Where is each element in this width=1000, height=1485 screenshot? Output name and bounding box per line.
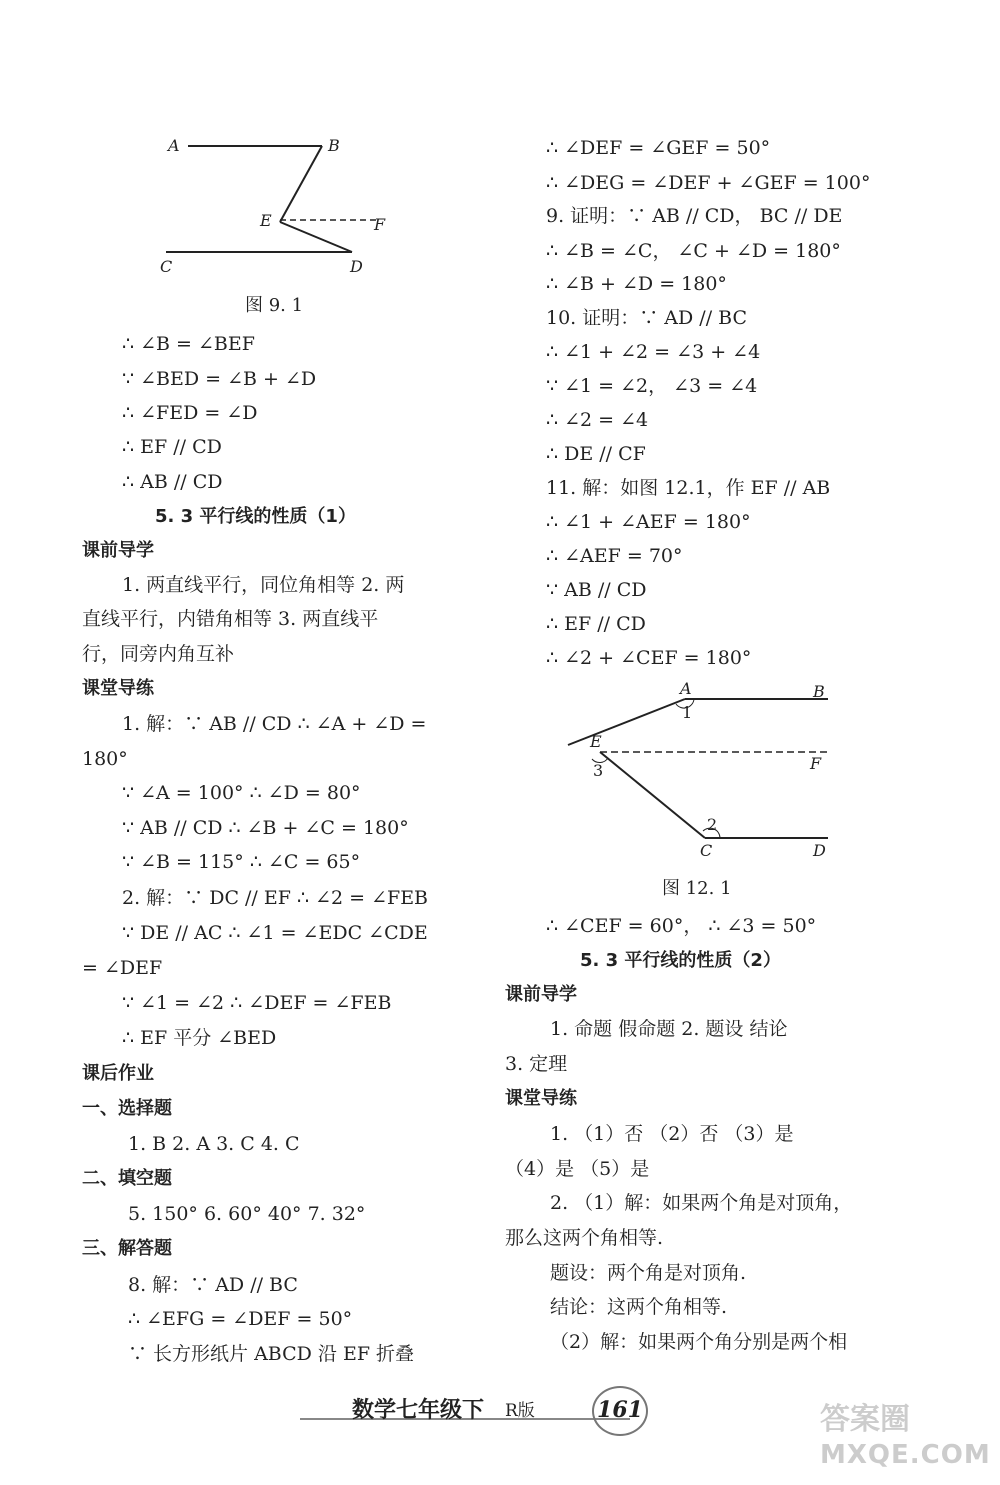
kqdx1-line-2: 直线平行，内错角相等 3. 两直线平 (82, 608, 379, 630)
right-line-14: ∵ AB // CD (546, 579, 647, 601)
kqdx2-line-1: 1. 命题 假命题 2. 题设 结论 (550, 1018, 788, 1040)
ktdl1-line-4: ∵ AB // CD ∴ ∠B + ∠C = 180° (122, 817, 409, 839)
ktdl1-line-10: ∴ EF 平分 ∠BED (122, 1027, 277, 1049)
heading-khzy: 课后作业 (82, 1063, 154, 1084)
ktdl1-line-6: 2. 解：∵ DC // EF ∴ ∠2 = ∠FEB (122, 887, 429, 909)
ktdl1-line-2: 180° (82, 748, 128, 770)
left-line-3: ∴ ∠FED = ∠D (122, 402, 258, 424)
heading-kqdx-1: 课前导学 (82, 540, 154, 561)
right-line-3: 9. 证明：∵ AB // CD， BC // DE (546, 205, 843, 227)
heading-ktdl-1: 课堂导练 (82, 678, 154, 699)
ktdl1-line-3: ∵ ∠A = 100° ∴ ∠D = 80° (122, 782, 361, 804)
kqdx2-line-2: 3. 定理 (505, 1053, 568, 1075)
label-D: D (350, 257, 363, 276)
right-line-11: 11. 解：如图 12.1，作 EF // AB (546, 477, 831, 499)
ktdl2-line-3: 2. （1）解：如果两个角是对顶角， (550, 1192, 853, 1214)
right-line-15: ∴ EF // CD (546, 613, 646, 635)
ktdl1-line-1: 1. 解：∵ AB // CD ∴ ∠A + ∠D = (122, 713, 427, 735)
ktdl2-line-2: （4）是 （5）是 (505, 1158, 650, 1180)
label-E: E (260, 211, 272, 230)
right-line-12: ∴ ∠1 + ∠AEF = 180° (546, 511, 751, 533)
footer-edition: R版 (505, 1401, 535, 1421)
right-line-16: ∴ ∠2 + ∠CEF = 180° (546, 647, 752, 669)
kqdx1-line-1: 1. 两直线平行，同位角相等 2. 两 (122, 574, 405, 596)
ktdl1-line-5: ∵ ∠B = 115° ∴ ∠C = 65° (122, 851, 361, 873)
jdt-line-1: 8. 解：∵ AD // BC (128, 1274, 298, 1296)
heading-tkt: 二、填空题 (82, 1168, 172, 1189)
right-line-2: ∴ ∠DEG = ∠DEF + ∠GEF = 100° (546, 172, 871, 194)
right-line-7: ∴ ∠1 + ∠2 = ∠3 + ∠4 (546, 341, 761, 363)
heading-ktdl-2: 课堂导练 (505, 1088, 577, 1109)
right-line-5: ∴ ∠B + ∠D = 180° (546, 273, 727, 295)
left-line-4: ∴ EF // CD (122, 436, 222, 458)
xzt-answers: 1. B 2. A 3. C 4. C (128, 1133, 300, 1155)
kqdx1-line-3: 行，同旁内角互补 (82, 643, 235, 665)
right-line-9: ∴ ∠2 = ∠4 (546, 409, 649, 431)
figure-12-1 (560, 675, 840, 865)
right-line-6: 10. 证明：∵ AD // BC (546, 307, 747, 329)
right-line-8: ∵ ∠1 = ∠2， ∠3 = ∠4 (546, 375, 758, 397)
ktdl1-line-9: ∵ ∠1 = ∠2 ∴ ∠DEF = ∠FEB (122, 992, 392, 1014)
page-number: 161 (592, 1386, 648, 1436)
left-line-5: ∴ AB // CD (122, 471, 223, 493)
label-2: 2 (707, 815, 718, 834)
fig91-caption: 图 9. 1 (245, 295, 304, 316)
ktdl2-line-1: 1. （1）否 （2）否 （3）是 (550, 1123, 794, 1145)
ktdl1-line-7: ∵ DE // AC ∴ ∠1 = ∠EDC ∠CDE (122, 922, 428, 944)
label-C: C (160, 257, 173, 276)
left-line-2: ∵ ∠BED = ∠B + ∠D (122, 368, 317, 390)
ktdl2-line-7: （2）解：如果两个角分别是两个相 (550, 1331, 848, 1353)
right-line-1: ∴ ∠DEF = ∠GEF = 50° (546, 137, 771, 159)
label-F: F (810, 754, 822, 773)
label-C: C (700, 841, 713, 860)
label-B: B (328, 136, 340, 155)
right-line-4: ∴ ∠B = ∠C， ∠C + ∠D = 180° (546, 240, 841, 262)
section-title-1: 5. 3 平行线的性质（1） (155, 506, 356, 527)
heading-jdt: 三、解答题 (82, 1238, 172, 1259)
label-B: B (813, 682, 825, 701)
label-D: D (813, 841, 826, 860)
figure-9-1 (150, 130, 410, 290)
ktdl2-line-5: 题设：两个角是对顶角. (550, 1262, 747, 1284)
jdt-line-2: ∴ ∠EFG = ∠DEF = 50° (128, 1308, 353, 1330)
label-3: 3 (593, 761, 604, 780)
label-A: A (168, 136, 180, 155)
label-A: A (680, 679, 692, 698)
right-line-13: ∴ ∠AEF = 70° (546, 545, 683, 567)
ktdl2-line-4: 那么这两个角相等. (505, 1227, 664, 1249)
section-title-2: 5. 3 平行线的性质（2） (580, 950, 781, 971)
after-figure-line: ∴ ∠CEF = 60°， ∴ ∠3 = 50° (546, 915, 817, 937)
footer-title: 数学七年级下 (352, 1398, 485, 1423)
watermark-logo: 答案圈 (820, 1402, 910, 1437)
heading-kqdx-2: 课前导学 (505, 984, 577, 1005)
watermark-url: MXQE.COM (820, 1440, 991, 1470)
heading-xzt: 一、选择题 (82, 1098, 172, 1119)
ktdl2-line-6: 结论：这两个角相等. (550, 1296, 728, 1318)
label-F: F (374, 215, 386, 234)
left-line-1: ∴ ∠B = ∠BEF (122, 333, 255, 355)
ktdl1-line-8: = ∠DEF (82, 957, 163, 979)
fig121-caption: 图 12. 1 (662, 878, 732, 899)
label-1: 1 (682, 703, 693, 722)
right-line-10: ∴ DE // CF (546, 443, 646, 465)
jdt-line-3: ∵ 长方形纸片 ABCD 沿 EF 折叠 (128, 1343, 415, 1365)
label-E: E (590, 732, 602, 751)
tkt-answers: 5. 150° 6. 60° 40° 7. 32° (128, 1203, 366, 1225)
